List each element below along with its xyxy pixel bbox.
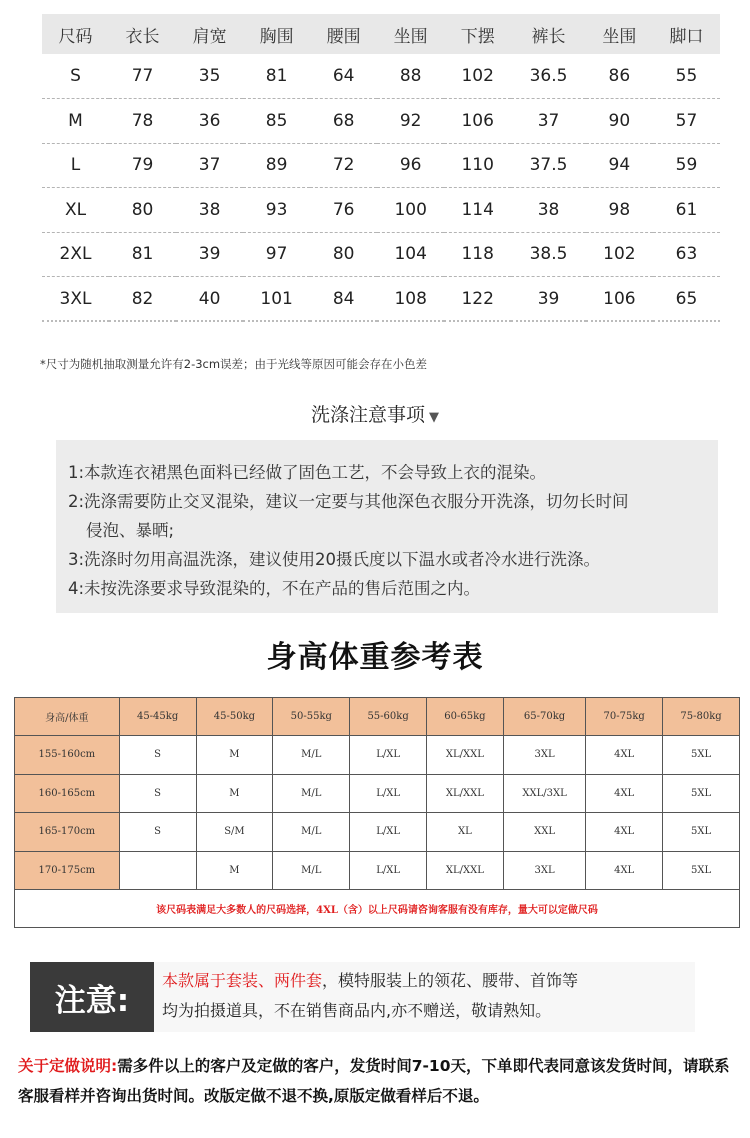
notice-line-1-rest: ，模特服装上的领花、腰带、首饰等: [322, 971, 579, 990]
size-value-cell: 106: [444, 99, 511, 144]
size-header-cell: 肩宽: [176, 14, 243, 54]
size-value-cell: 76: [310, 188, 377, 233]
hw-size-cell: XL/XXL: [427, 851, 504, 890]
hw-size-cell: M/L: [273, 851, 350, 890]
hw-size-cell: M/L: [273, 736, 350, 775]
hw-header-cell: 45-50kg: [196, 698, 273, 736]
notice-panel: [30, 962, 695, 1032]
size-table: [42, 14, 720, 322]
size-value-cell: 102: [444, 54, 511, 99]
hw-size-cell: L/XL: [350, 774, 427, 813]
size-value-cell: 80: [310, 232, 377, 277]
hw-size-cell: 5XL: [663, 774, 740, 813]
hw-size-cell: XL/XXL: [427, 736, 504, 775]
size-note: *尺寸为随机抽取测量允许有2-3cm误差；由于光线等原因可能会存在小色差: [40, 357, 428, 371]
size-value-cell: 61: [653, 188, 720, 233]
size-row: [42, 277, 720, 322]
size-label-cell: XL: [42, 188, 109, 233]
size-value-cell: 39: [511, 277, 586, 322]
hw-size-cell: 4XL: [586, 813, 663, 852]
size-value-cell: 36.5: [511, 54, 586, 99]
size-header-cell: 裤长: [511, 14, 586, 54]
size-label-cell: L: [42, 143, 109, 188]
size-value-cell: 64: [310, 54, 377, 99]
hw-header-cell: 55-60kg: [350, 698, 427, 736]
hw-size-cell: S: [119, 736, 196, 775]
size-value-cell: 68: [310, 99, 377, 144]
hw-size-cell: L/XL: [350, 851, 427, 890]
hw-size-cell: XL/XXL: [427, 774, 504, 813]
size-value-cell: 100: [377, 188, 444, 233]
size-value-cell: 102: [586, 232, 653, 277]
size-header-cell: 坐围: [586, 14, 653, 54]
hw-size-cell: M/L: [273, 813, 350, 852]
notice-badge: 注意:: [30, 962, 154, 1032]
size-value-cell: 122: [444, 277, 511, 322]
size-value-cell: 85: [243, 99, 310, 144]
size-value-cell: 94: [586, 143, 653, 188]
hw-height-cell: 160-165cm: [15, 774, 120, 813]
hw-size-cell: M: [196, 851, 273, 890]
size-value-cell: 93: [243, 188, 310, 233]
hw-header-cell: 50-55kg: [273, 698, 350, 736]
size-value-cell: 81: [243, 54, 310, 99]
size-value-cell: 55: [653, 54, 720, 99]
size-value-cell: 80: [109, 188, 176, 233]
size-value-cell: 37: [176, 143, 243, 188]
wash-instructions: [56, 440, 718, 613]
size-row: [42, 188, 720, 233]
hw-size-cell: 3XL: [503, 851, 585, 890]
size-header-cell: 腰围: [310, 14, 377, 54]
wash-line: 1:本款连衣裙黑色面料已经做了固色工艺，不会导致上衣的混染。: [68, 463, 547, 482]
wash-title-text: 洗涤注意事项: [310, 404, 425, 426]
hw-size-cell: 5XL: [663, 851, 740, 890]
hw-size-cell: [119, 851, 196, 890]
size-label-cell: 2XL: [42, 232, 109, 277]
wash-line: 侵泡、暴晒;: [86, 521, 175, 540]
size-value-cell: 40: [176, 277, 243, 322]
size-value-cell: 92: [377, 99, 444, 144]
size-header-cell: 衣长: [109, 14, 176, 54]
size-value-cell: 59: [653, 143, 720, 188]
hw-size-cell: M: [196, 736, 273, 775]
notice-line-1: [162, 966, 578, 996]
size-value-cell: 38: [511, 188, 586, 233]
hw-header-cell: 身高/体重: [15, 698, 120, 736]
hw-size-cell: M/L: [273, 774, 350, 813]
size-label-cell: S: [42, 54, 109, 99]
hw-size-cell: L/XL: [350, 813, 427, 852]
hw-row: [15, 774, 740, 813]
triangle-down-icon: ▼: [429, 410, 439, 425]
hw-size-cell: S: [119, 813, 196, 852]
hw-size-cell: 5XL: [663, 813, 740, 852]
size-header-cell: 坐围: [377, 14, 444, 54]
hw-size-cell: L/XL: [350, 736, 427, 775]
size-value-cell: 110: [444, 143, 511, 188]
custom-order-note: [18, 1051, 738, 1111]
hw-size-cell: 4XL: [586, 736, 663, 775]
notice-line-2: 均为拍摄道具，不在销售商品内,亦不赠送，敬请熟知。: [162, 1001, 552, 1020]
size-row: [42, 232, 720, 277]
hw-header-row: [15, 698, 740, 736]
reference-title: 身高体重参考表: [266, 640, 484, 675]
hw-height-cell: 165-170cm: [15, 813, 120, 852]
size-value-cell: 114: [444, 188, 511, 233]
size-value-cell: 63: [653, 232, 720, 277]
size-header-cell: 尺码: [42, 14, 109, 54]
hw-height-cell: 155-160cm: [15, 736, 120, 775]
wash-line: 3:洗涤时勿用高温洗涤，建议使用20摄氏度以下温水或者冷水进行洗涤。: [68, 550, 601, 569]
hw-size-cell: M: [196, 774, 273, 813]
hw-size-cell: XXL/3XL: [503, 774, 585, 813]
size-value-cell: 72: [310, 143, 377, 188]
custom-order-text: 需多件以上的客户及定做的客户，发货时间7-10天，下单即代表同意该发货时间，请联系客服看样并咨询出货时间。改版定做不退不换,原版定做看样后不退。: [18, 1057, 730, 1105]
size-value-cell: 86: [586, 54, 653, 99]
size-header-cell: 脚口: [653, 14, 720, 54]
size-value-cell: 96: [377, 143, 444, 188]
size-row: [42, 54, 720, 99]
size-value-cell: 101: [243, 277, 310, 322]
hw-header-cell: 45-45kg: [119, 698, 196, 736]
size-row: [42, 143, 720, 188]
size-value-cell: 108: [377, 277, 444, 322]
size-value-cell: 97: [243, 232, 310, 277]
size-label-cell: M: [42, 99, 109, 144]
size-row: [42, 99, 720, 144]
size-label-cell: 3XL: [42, 277, 109, 322]
size-value-cell: 81: [109, 232, 176, 277]
size-value-cell: 35: [176, 54, 243, 99]
height-weight-table: [14, 697, 740, 928]
hw-size-cell: 3XL: [503, 736, 585, 775]
custom-order-label: 关于定做说明:: [18, 1057, 118, 1075]
size-value-cell: 37: [511, 99, 586, 144]
hw-header-cell: 75-80kg: [663, 698, 740, 736]
hw-header-cell: 60-65kg: [427, 698, 504, 736]
size-value-cell: 77: [109, 54, 176, 99]
size-value-cell: 39: [176, 232, 243, 277]
notice-text: [162, 966, 578, 1026]
wash-title: [0, 400, 750, 427]
hw-height-cell: 170-175cm: [15, 851, 120, 890]
hw-size-cell: 5XL: [663, 736, 740, 775]
size-value-cell: 82: [109, 277, 176, 322]
wash-line: 2:洗涤需要防止交叉混染，建议一定要与其他深色衣服分开洗涤，切勿长时间: [68, 492, 629, 511]
size-value-cell: 88: [377, 54, 444, 99]
size-value-cell: 38: [176, 188, 243, 233]
hw-size-cell: 4XL: [586, 851, 663, 890]
hw-row: [15, 813, 740, 852]
size-value-cell: 37.5: [511, 143, 586, 188]
hw-footnote-row: [15, 890, 740, 928]
size-value-cell: 65: [653, 277, 720, 322]
size-value-cell: 36: [176, 99, 243, 144]
size-value-cell: 98: [586, 188, 653, 233]
hw-size-cell: XXL: [503, 813, 585, 852]
size-value-cell: 104: [377, 232, 444, 277]
size-value-cell: 78: [109, 99, 176, 144]
size-value-cell: 84: [310, 277, 377, 322]
hw-header-cell: 65-70kg: [503, 698, 585, 736]
size-table-header: [42, 14, 720, 54]
hw-header-cell: 70-75kg: [586, 698, 663, 736]
hw-row: [15, 736, 740, 775]
size-value-cell: 118: [444, 232, 511, 277]
size-value-cell: 79: [109, 143, 176, 188]
size-value-cell: 57: [653, 99, 720, 144]
hw-footnote: 该尺码表满足大多数人的尺码选择，4XL（含）以上尺码请咨询客服有没有库存，量大可以定做尺码: [15, 890, 740, 928]
notice-highlight: 本款属于套装、两件套: [162, 971, 323, 990]
hw-size-cell: S: [119, 774, 196, 813]
hw-size-cell: S/M: [196, 813, 273, 852]
wash-line: 4:未按洗涤要求导致混染的，不在产品的售后范围之内。: [68, 579, 481, 598]
hw-size-cell: 4XL: [586, 774, 663, 813]
size-header-cell: 胸围: [243, 14, 310, 54]
size-value-cell: 90: [586, 99, 653, 144]
hw-row: [15, 851, 740, 890]
size-value-cell: 106: [586, 277, 653, 322]
hw-size-cell: XL: [427, 813, 504, 852]
size-header-cell: 下摆: [444, 14, 511, 54]
size-value-cell: 38.5: [511, 232, 586, 277]
size-value-cell: 89: [243, 143, 310, 188]
